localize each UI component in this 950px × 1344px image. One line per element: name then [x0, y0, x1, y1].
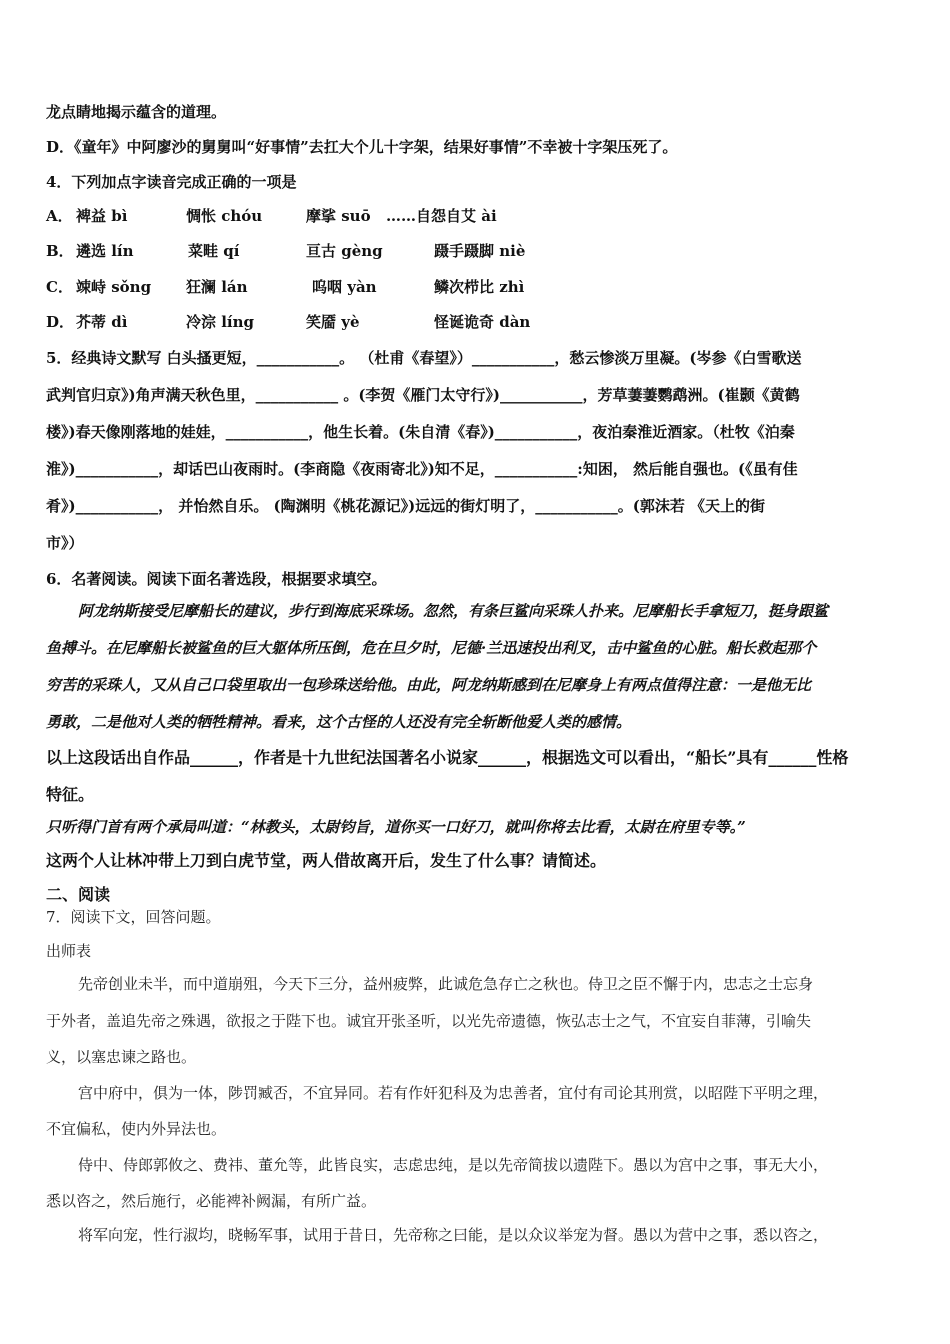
excerpt-line: 勇敢，二是他对人类的牺牲精神。看来，这个古怪的人还没有完全斩断他爱人类的感情。: [46, 713, 632, 731]
excerpt-line: 阿龙纳斯接受尼摩船长的建议，步行到海底采珠场。忽然，有条巨鲨向采珠人扑来。尼摩船长手拿短刀，挺身跟鲨: [78, 602, 829, 620]
article-title: 出师表: [46, 942, 92, 960]
text-line: 龙点睛地揭示蕴含的道理。: [46, 103, 227, 121]
option-item: 笑靥 yè: [306, 313, 360, 331]
q6-question: 以上这段话出自作品______，作者是十九世纪法国著名小说家______，根据选文可以看出，“船长”具有______性格: [46, 748, 849, 767]
option-item: 遴选 lín: [76, 242, 134, 260]
option-item: 竦峙 sǒng: [76, 278, 152, 296]
option-label: D．: [46, 313, 75, 331]
q5-line: 楼》)春天像刚落地的娃娃，___________，他生长着。(朱自清《春》)___________，夜泊秦淮近酒家。（杜牧《泊秦: [46, 423, 795, 441]
article-line: 侍中、侍郎郭攸之、费祎、董允等，此皆良实，志虑忠纯，是以先帝简拔以遗陛下。愚以为宫中之事，事无大小，: [78, 1156, 829, 1174]
option-item: 亘古 gèng: [306, 242, 383, 260]
option-item: 狂澜 lán: [186, 278, 248, 296]
option-item: 蹑手蹑脚 niè: [434, 242, 526, 260]
option-item: 惆怅 chóu: [186, 207, 263, 225]
article-line: 悉以咨之，然后施行，必能裨补阙漏，有所广益。: [46, 1192, 377, 1210]
option-item: 鳞次栉比 zhì: [434, 278, 525, 296]
q5-line: 市》）: [46, 534, 84, 552]
article-line: 先帝创业未半，而中道崩殂，今天下三分，益州疲弊，此诚危急存亡之秋也。侍卫之臣不懈于内，忠志之士忘身: [78, 975, 814, 993]
article-line: 将军向宠，性行淑均，晓畅军事，试用于昔日，先帝称之曰能，是以众议举宠为督。愚以为营中之事，悉以咨之，: [78, 1226, 829, 1244]
option-label: A．: [46, 207, 73, 225]
q6-question-2: 这两个人让林冲带上刀到白虎节堂，两人借故离开后，发生了什么事？请简述。: [46, 851, 607, 870]
option-item: ……自怨自艾 ài: [386, 207, 497, 225]
q5-line: 5．经典诗文默写 白头搔更短，___________。 （杜甫《春望》）___________，愁云惨淡万里凝。(岑参《白雪歌送: [46, 349, 802, 367]
q6-question-cont: 特征。: [46, 785, 95, 804]
article-line: 宫中府中，俱为一体，陟罚臧否，不宜异同。若有作奸犯科及为忠善者，宜付有司论其刑赏，以昭陛下平明之理，: [78, 1084, 829, 1102]
q5-line: 肴》)___________， 并怡然自乐。 (陶渊明《桃花源记》)远远的街灯明了，___________。(郭沫若 《天上的街: [46, 497, 766, 515]
option-label: B．: [46, 242, 74, 260]
q5-line: 淮》)___________，却话巴山夜雨时。(李商隐《夜雨寄北》)知不足，___________:知困， 然后能自强也。(《虽有佳: [46, 460, 798, 478]
option-item: 芥蒂 dì: [76, 313, 128, 331]
option-item: 裨益 bì: [76, 207, 128, 225]
option-item: 呜咽 yàn: [312, 278, 377, 296]
article-line: 不宜偏私，使内外异法也。: [46, 1120, 227, 1138]
q6-stem: 6．名著阅读。阅读下面名著选段，根据要求填空。: [46, 570, 387, 588]
excerpt-line: 鱼搏斗。在尼摩船长被鲨鱼的巨大躯体所压倒，危在旦夕时，尼德·兰迅速投出利叉，击中鲨鱼的心脏。船长救起那个: [46, 639, 817, 657]
option-label: C．: [46, 278, 73, 296]
article-line: 于外者，盖追先帝之殊遇，欲报之于陛下也。诚宜开张圣听，以光先帝遗德，恢弘志士之气，不宜妄自菲薄，引喻失: [46, 1012, 812, 1030]
q4-stem: 4．下列加点字读音完成正确的一项是: [46, 173, 297, 191]
option-item: 菜畦 qí: [188, 242, 240, 260]
article-line: 义，以塞忠谏之路也。: [46, 1048, 197, 1066]
option-d-line: D．《童年》中阿廖沙的舅舅叫“好事情”去扛大个儿十字架，结果好事情”不幸被十字架压死了。: [46, 138, 678, 156]
q7-stem: 7．阅读下文，回答问题。: [46, 908, 221, 926]
excerpt-line: 穷苦的采珠人，又从自己口袋里取出一包珍珠送给他。由此，阿龙纳斯感到在尼摩身上有两点值得注意：一是他无比: [46, 676, 812, 694]
q5-line: 武判官归京》)角声满天秋色里，___________ 。(李贺《雁门太守行》)___________，芳草萋萋鹦鹉洲。(崔颢《黄鹤: [46, 386, 800, 404]
quote-line: 只听得门首有两个承局叫道：“林教头，太尉钧旨，道你买一口好刀，就叫你将去比看，太尉在府里专等。”: [46, 818, 746, 836]
option-item: 摩挲 suō: [306, 207, 371, 225]
option-item: 冷淙 líng: [186, 313, 255, 331]
section-title: 二、阅读: [46, 885, 111, 904]
option-item: 怪诞诡奇 dàn: [434, 313, 531, 331]
